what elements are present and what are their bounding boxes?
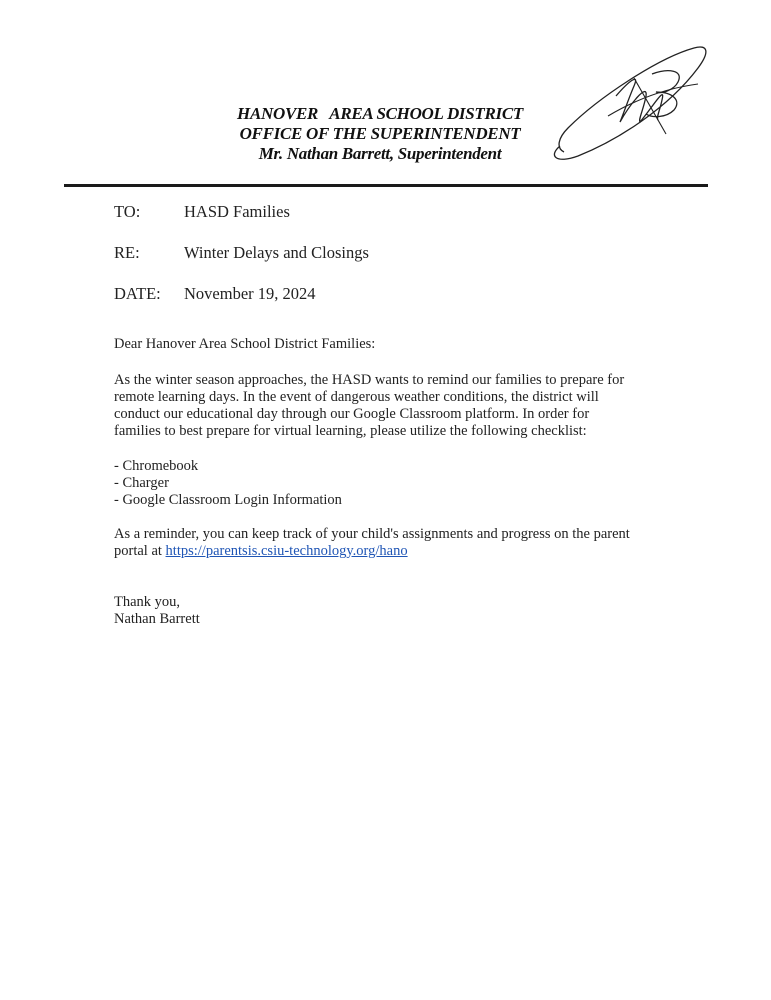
header-divider: [64, 184, 708, 187]
paragraph-line: remote learning days. In the event of dangerous weather conditions, the district will: [114, 389, 599, 405]
date-value: November 19, 2024: [184, 284, 316, 303]
closing-block: [114, 594, 674, 628]
re-value: Winter Delays and Closings: [184, 243, 369, 262]
paragraph-line: [114, 543, 674, 560]
re-label: RE:: [114, 243, 140, 262]
memo-to: [114, 202, 290, 222]
paragraph-line: conduct our educational day through our Google Classroom platform. In order for: [114, 406, 590, 422]
paragraph-line: families to best prepare for virtual learning, please utilize the following checklist:: [114, 423, 587, 439]
memo-date: [114, 284, 316, 304]
checklist: [114, 458, 674, 509]
superintendent-name: Mr. Nathan Barrett, Superintendent: [258, 144, 502, 163]
checklist-item: - Charger: [114, 475, 169, 491]
salutation: Dear Hanover Area School District Families:: [114, 336, 376, 352]
to-value: HASD Families: [184, 202, 290, 221]
signer-name: Nathan Barrett: [114, 611, 200, 627]
checklist-item: - Chromebook: [114, 458, 199, 474]
district-name: HANOVER AREA SCHOOL DISTRICT: [237, 104, 523, 123]
checklist-item: - Google Classroom Login Information: [114, 492, 342, 508]
date-label: DATE:: [114, 284, 161, 303]
to-label: TO:: [114, 202, 141, 221]
office-name: OFFICE OF THE SUPERINTENDENT: [239, 124, 521, 143]
paragraph-1: [114, 372, 674, 440]
portal-prefix: portal at: [114, 543, 166, 559]
paragraph-2: [114, 526, 674, 560]
closing: Thank you,: [114, 594, 181, 610]
superintendent-signature: [548, 38, 718, 168]
parent-portal-link[interactable]: https://parentsis.csiu-technology.org/hano: [165, 543, 408, 559]
letterhead: [200, 104, 560, 164]
memo-re: [114, 243, 369, 263]
paragraph-line: As the winter season approaches, the HASD wants to remind our families to prepare for: [114, 372, 625, 388]
paragraph-line: As a reminder, you can keep track of your child's assignments and progress on the parent: [114, 526, 630, 542]
